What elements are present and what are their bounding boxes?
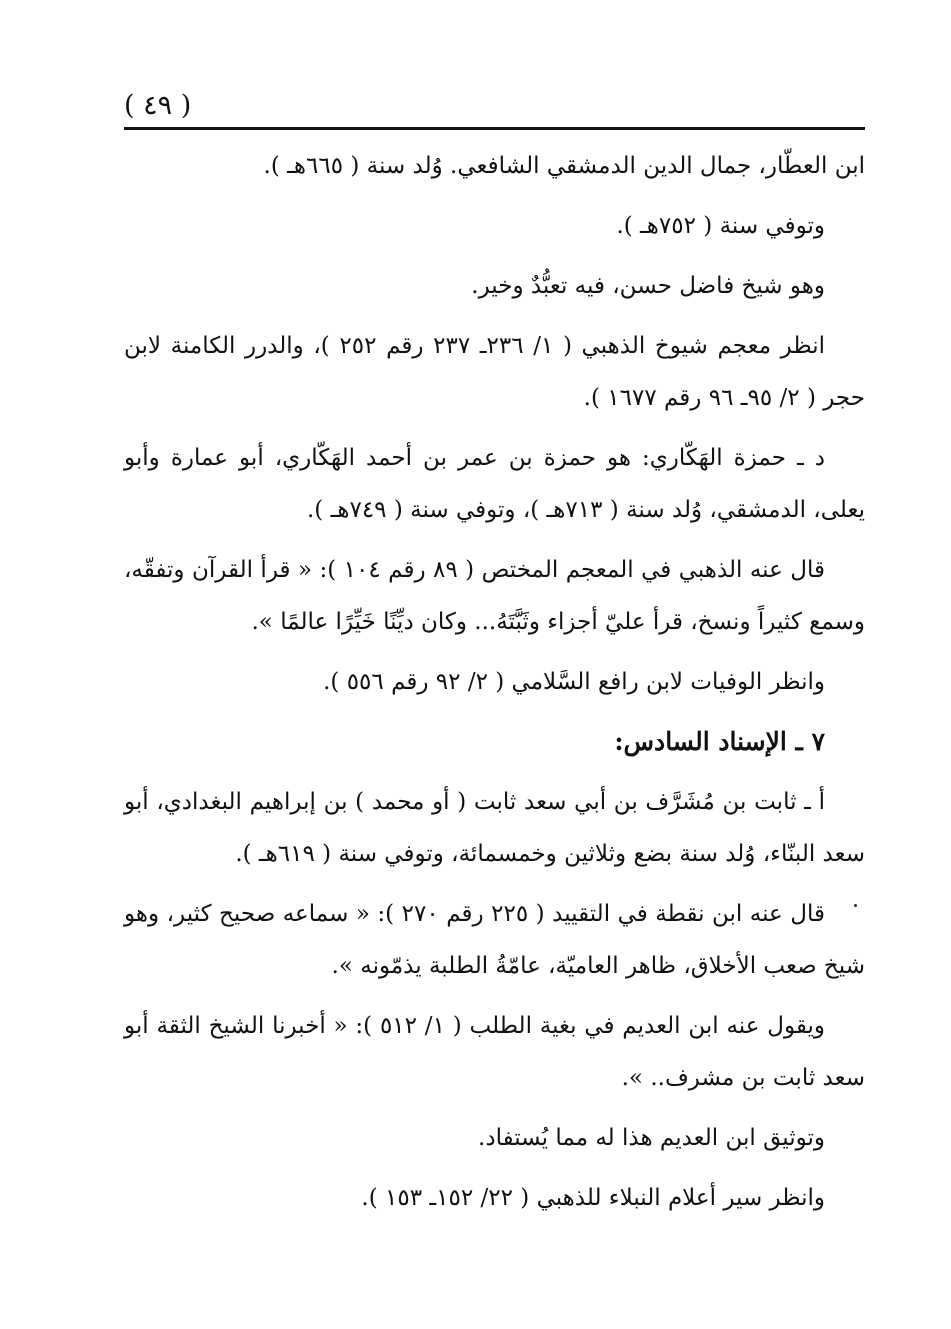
paragraph-description: وهو شيخ فاضل حسن، فيه تعبُّدٌ وخير. <box>471 273 825 299</box>
paragraph-ibn-nuqta-quote: قال عنه ابن نقطة في التقييد ( ٢٢٥ رقم ٢٧٠ ): « سماعه صحيح كثير، وهو شيخ صعب الأخلاق، ظاهر العاميّة، عامّةُ الطلبة يذمّونه ». <box>124 901 865 979</box>
paragraph-dhahabi-quote: قال عنه الذهبي في المعجم المختص ( ٨٩ رقم ١٠٤ ): « قرأ القرآن وتفقّه، وسمع كثيراً ونسخ، قرأ عليّ أجزاء وثَبَّتَهُ... وكان ديِّنًا خَيِّرًا عالمًا ». <box>124 557 865 635</box>
paragraph-references-2: وانظر الوفيات لابن رافع السَّلامي ( ٢/ ٩٢ رقم ٥٥٦ ). <box>323 669 825 695</box>
paragraph-ibn-attar: ابن العطّار، جمال الدين الدمشقي الشافعي. وُلد سنة ( ٦٦٥هـ ). <box>263 153 865 179</box>
section-heading-sixth-isnad: ٧ ـ الإسناد السادس: <box>614 727 825 756</box>
paragraph-tawthiq: وتوثيق ابن العديم هذا له مما يُستفاد. <box>478 1125 825 1151</box>
paragraph-hamza-hakkari: د ـ حمزة الهَكّاري: هو حمزة بن عمر بن أحمد الهَكّاري، أبو عمارة وأبو يعلى، الدمشقي، وُلد سنة ( ٧١٣هـ )، وتوفي سنة ( ٧٤٩هـ ). <box>124 445 865 523</box>
header-rule <box>124 127 865 130</box>
page-number: ( ٤٩ ) <box>124 90 192 121</box>
paragraph-references-3: وانظر سير أعلام النبلاء للذهبي ( ٢٢/ ١٥٢ـ ١٥٣ ). <box>361 1185 825 1211</box>
paragraph-death-752: وتوفي سنة ( ٧٥٢هـ ). <box>616 213 825 239</box>
page-body <box>124 140 865 1232</box>
paragraph-ibn-adim-quote: ويقول عنه ابن العديم في بغية الطلب ( ١/ ٥١٢ ): « أخبرنا الشيخ الثقة أبو سعد ثابت بن مشرف.. ». <box>124 1013 865 1091</box>
print-speck <box>854 904 857 907</box>
paragraph-references-1: انظر معجم شيوخ الذهبي ( ١/ ٢٣٦ـ ٢٣٧ رقم ٢٥٢ )، والدرر الكامنة لابن حجر ( ٢/ ٩٥ـ ٩٦ رقم ١٦٧٧ ). <box>124 333 865 411</box>
paragraph-thabit-mushrif: أ ـ ثابت بن مُشَرَّف بن أبي سعد ثابت ( أو محمد ) بن إبراهيم البغدادي، أبو سعد البنّاء، وُلد سنة بضع وثلاثين وخمسمائة، وتوفي سنة ( ٦١٩هـ ). <box>124 789 865 867</box>
